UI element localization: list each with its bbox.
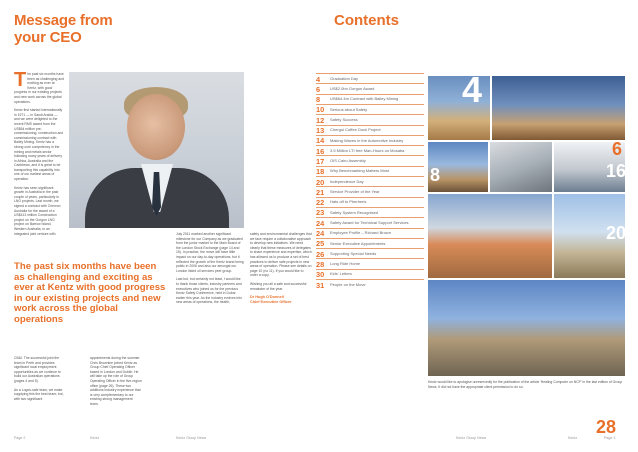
toc-page-number: 18 — [316, 167, 325, 177]
toc-page-number: 14 — [316, 136, 325, 146]
article-column-3 — [176, 232, 244, 430]
article-paragraph-6: July 2011 marked another significant milestone for our Company as we graduated from the junior market to the Main Board of the London Stock Exchange (page 14 and 15). In practice, the move will have little impact on our day-to-day operations, but it reflected the growth of the Kentz brand being public in 2006 and also our amongst our London listed oil services peer group. — [176, 232, 244, 273]
article-intro: he past six months have been as challenging and exciting as ever at Kentz, with good progress in our existing projects and new work across the global operations. — [14, 72, 64, 104]
toc-item-label: OIS Cairo Assembly — [330, 158, 366, 164]
toc-page-number: 8 — [316, 95, 321, 105]
ceo-title-line2: your CEO — [14, 29, 82, 46]
footer-news-left: Kentz Group News — [176, 436, 207, 440]
toc-item-label: 3.5 Million LTI free Man-Hours on Mosaba — [330, 147, 405, 153]
toc-page-number: 28 — [316, 259, 325, 269]
toc-item-label: Long Ride Home — [330, 261, 361, 267]
big-number-8: 8 — [430, 165, 441, 185]
photo-industrial-site — [492, 76, 625, 140]
toc-item-label: Serious about Safety — [330, 106, 368, 112]
toc-item-label: Safety Award for Technical Support Services — [330, 219, 409, 225]
footer-page-right: Page 3 — [604, 436, 616, 440]
toc-page-number: 31 — [316, 280, 325, 290]
toc-page-number: 26 — [316, 249, 325, 259]
toc-item-label: Employee Profile – Richard Brown — [330, 230, 391, 236]
article-paragraph-4: CB&I. The successful joint the team in Perth and provides significant local employment opportunities as we continue to build our Australian operations (pages 4 and 5). — [14, 356, 61, 383]
apology-note: Kentz would like to apologise unreservedly for the publication of the article 'Healing Computer on NCP' in the last edition of Group News. It did not have the appropriate client permission to do so. — [428, 380, 623, 389]
footer-brand-right: Kentz — [568, 436, 578, 440]
article-paragraph-3: Kentz has seen significant growth in Australia in the past couple of years, particularly in LNG projects. Last month, we signed a contract with Chevron Australia for the award of a US$413 million Construction project on the Gorgon LNG project on Barrow Island, Western Australia, in an integrated joint venture with — [14, 185, 61, 236]
photo-facility — [490, 142, 552, 192]
toc-page-number: 24 — [316, 229, 325, 238]
article-paragraph-9: Wishing you all a safe and successful remainder of the year. — [250, 281, 307, 291]
article-column-4 — [250, 232, 312, 430]
ceo-portrait-photo — [69, 72, 244, 228]
signature-name: Dr Hugh O'Donnell — [250, 295, 284, 300]
toc-item-label: People on the Move — [330, 281, 366, 287]
toc-page-number: 24 — [316, 218, 325, 228]
big-number-16: 16 — [606, 161, 627, 181]
article-paragraph-2: Kentz first started internationally in 1971 — in Saudi Arabia — and we were delighted to the recent RMS award from the US$64 million pre-commissioning, construction and commissioning contract with Bailey Mining. Kentz has a strong core competency in the mining and metals sector following many years of delivery in Africa, Australia and the Caribbean, and it is great to be transporting this capability into one of our earliest areas of operation. — [14, 108, 64, 182]
toc-item-label: Independence Day — [330, 178, 364, 184]
big-number-20: 20 — [606, 223, 627, 243]
article-paragraph-7: Last but, but certainly not least, I would like to thank those clients, industry partners and executives who joined us for the previous Kentz Safety Conference, held in Dubai earlier this year. As the industry evolves into new areas of operations, the health, — [176, 277, 242, 305]
pull-quote: The past six months have been as challenging and exciting as ever at Kentz with good progress in our existing projects and new work across the global operations — [14, 261, 166, 325]
toc-item-label: Safety Success — [330, 116, 358, 122]
article-paragraph-8: safety and environmental challenges that we face require a collaborative approach to develop new initiatives. We need clearly that these measures of delegates to share experience and expertise, which has allowed us to produce a set of best practices to deliver safe projects in new areas of operation. Please see details on page 10 (no 11). If you would like to order a copy. — [250, 232, 312, 278]
toc-page-number: 16 — [316, 146, 325, 156]
article-paragraph-5: As a Logos-safe team, we make supplying this the best team; but, with two significant — [14, 387, 64, 401]
toc-page-number: 21 — [316, 187, 325, 197]
toc-page-number: 4 — [316, 74, 321, 84]
article-column-1-bottom — [14, 356, 64, 432]
photo-cyclists — [428, 280, 625, 376]
toc-item-label: Senior Executive Appointments — [330, 240, 386, 246]
toc-item-label: Chergui Coffee Dock Project — [330, 127, 381, 133]
big-number-28: 28 — [596, 417, 617, 437]
toc-item-label: Service Provider of the Year — [330, 189, 380, 194]
toc-item-label: Graduation Day — [330, 75, 359, 81]
footer-page-left: Page 2 — [14, 436, 26, 440]
drop-cap: T — [14, 72, 27, 91]
footer-brand-left: Kentz — [90, 436, 100, 440]
toc-page-number: 13 — [316, 126, 325, 135]
toc-page-number: 6 — [316, 84, 321, 94]
big-number-6: 6 — [612, 139, 623, 159]
big-number-4: 4 — [462, 69, 483, 110]
toc-item-label: Supporting Special Needs — [330, 250, 377, 256]
toc-item[interactable] — [316, 279, 424, 290]
contents-title: Contents — [334, 12, 399, 29]
toc-item-label: Kids' Letters — [330, 271, 352, 277]
toc-item-label: Hats off to Pherheris — [330, 199, 367, 205]
toc-page-number: 20 — [316, 177, 325, 187]
toc-item-label: US$2.0bn Gorgon Award — [330, 86, 375, 91]
toc-page-number: 30 — [316, 270, 325, 280]
ceo-title — [14, 12, 112, 46]
toc-page-number: 22 — [316, 198, 325, 208]
toc-item-label: Making Waves in the Automotive Industry — [330, 137, 404, 143]
photo-group-children — [428, 194, 552, 278]
toc-item-label: Safety System Recognised — [330, 209, 379, 215]
footer-news-right: Kentz Group News — [456, 436, 487, 440]
signature-role: Chief Executive Officer — [250, 299, 292, 304]
toc-page-number: 25 — [316, 239, 325, 249]
article-column-2-bottom: appointments during the summer. Chris Brownlee joined Kentz as Group Chief Operating Officer based in London and Dublin. He will take up the role of Group Operating Officer in the five-region office (page 26). These two additions industry experience that is very complementary to our existing strong management team. — [90, 356, 142, 406]
ceo-title-line1: Message from — [14, 12, 113, 29]
toc-page-number: 23 — [316, 208, 325, 218]
toc-page-number: 12 — [316, 115, 325, 125]
toc-page-number: 17 — [316, 156, 325, 166]
toc-item-label: Why Benchmarking Matters Most — [330, 168, 389, 174]
article-column-1 — [14, 72, 64, 252]
toc-page-number: 10 — [316, 105, 325, 115]
toc-item-label: US$64.4m Contract with Bailey Mining — [330, 96, 399, 102]
portrait-head — [127, 94, 185, 160]
